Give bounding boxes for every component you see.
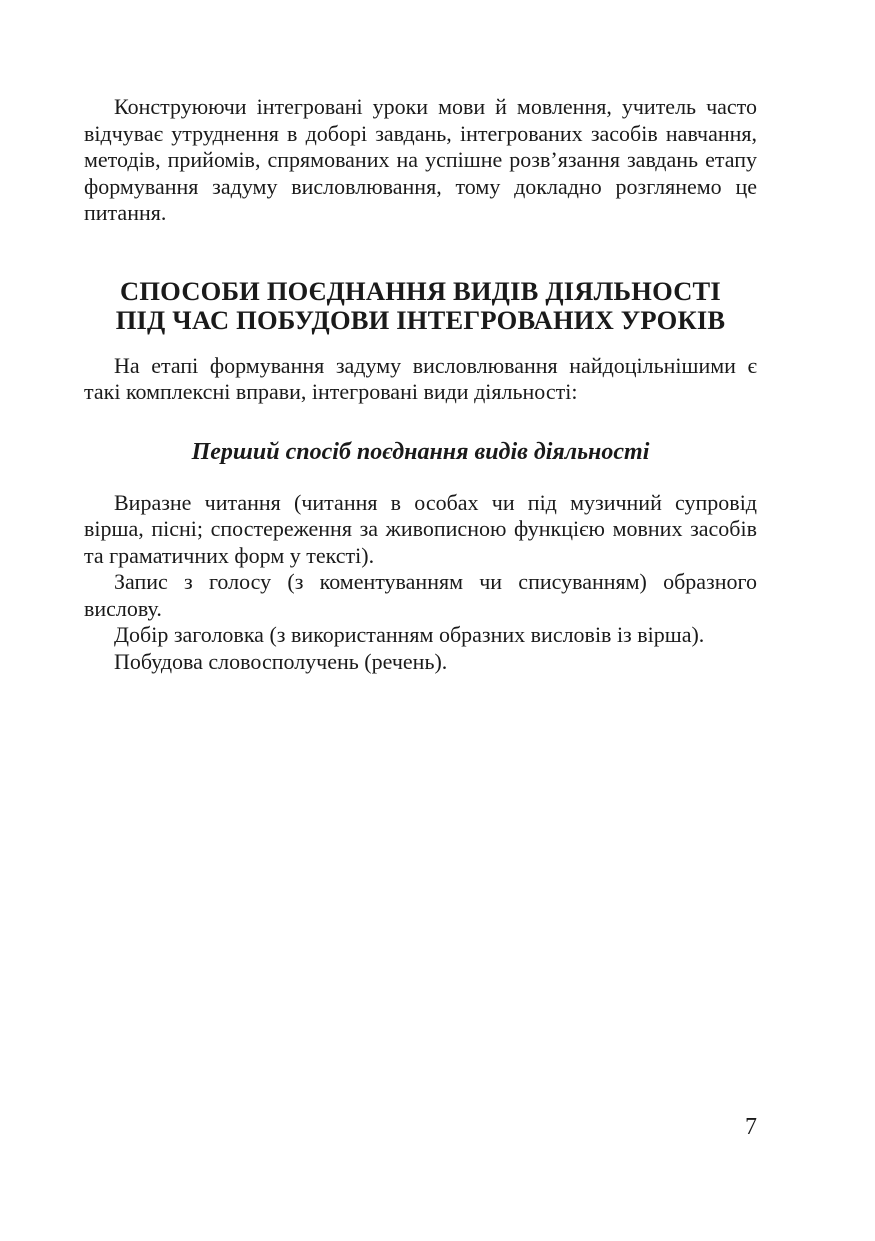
subheading: Перший спосіб поєднання видів діяльності [191,438,650,465]
section-heading-line-1: СПОСОБИ ПОЄДНАННЯ ВИДІВ ДІЯЛЬНОСТІ [120,275,721,306]
list-item: Добір заголовка (з використанням образних висловів із вірша). [114,622,705,647]
section-heading [84,277,757,335]
page-content [84,94,757,675]
section-heading-line-2: ПІД ЧАС ПОБУДОВИ ІНТЕГРОВАНИХ УРОКІВ [115,304,726,335]
page-number: 7 [745,1114,757,1140]
intro-paragraph: Конструюючи інтегровані уроки мови й мовлення, учитель часто відчуває утруднення в доборі завдань, інтегрованих засобів навчання, методів, прийомів, спрямованих на успішне розв’язання завдань етапу формування задуму висловлювання, тому докладно розглянемо це питання. [84,94,757,225]
activity-list [84,490,757,676]
list-item: Виразне читання (читання в особах чи під музичний супровід вірша, пісні; спостереження за живописною функцією мовних засобів та граматичних форм у тексті). [84,489,757,568]
list-item: Запис з голосу (з коментуванням чи списуванням) образного вислову. [84,569,757,621]
list-item: Побудова словосполучень (речень). [114,648,448,674]
section-intro-paragraph: На етапі формування задуму висловлювання найдоцільнішими є такі комплексні вправи, інтегровані види діяльності: [84,352,757,404]
